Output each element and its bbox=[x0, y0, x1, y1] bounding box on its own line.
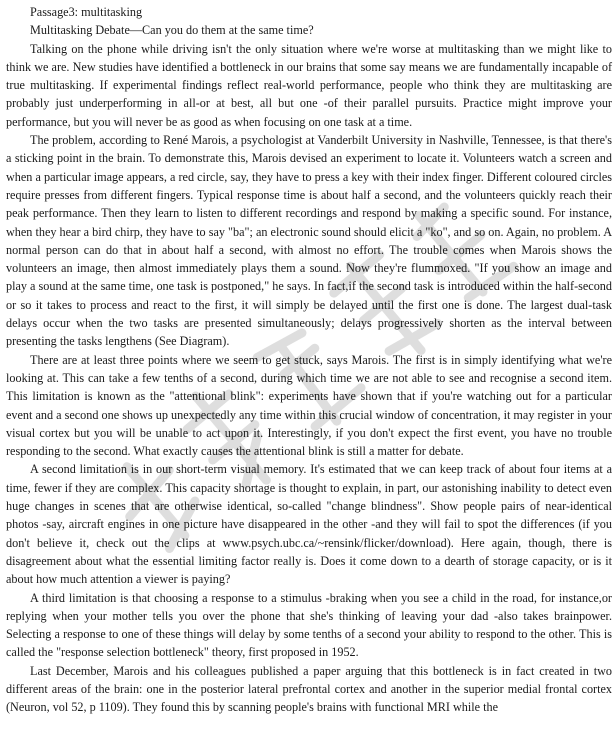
paragraph: Talking on the phone while driving isn't the only situation where we're worse at multitasking than we might like to think we are. New studies have identified a bottleneck in our brains that some say means we are fundamentally incapable of true multitasking. If experimental findings reflect real-world performance, people who think they are multitasking are probably just underperforming in all-or at best, all but one -of their parallel pursuits. Practice might improve your performance, but you will never be as good as when focusing on one task at a time. bbox=[6, 41, 612, 129]
article-title: Multitasking Debate—Can you do them at the same time? bbox=[30, 23, 314, 38]
paragraph: The problem, according to René Marois, a psychologist at Vanderbilt University in Nashville, Tennessee, is that there's a sticking point in the brain. To demonstrate this, Marois devised an experiment to locate it. Volunteers watch a screen and when a particular image appears, a red circle, say, they have to press a key with their index finger. Different coloured circles require presses from different fingers. Typical response time is about half a second, and the volunteers quickly reach their peak performance. Then they learn to listen to different recordings and respond by making a specific sound. For instance, when they hear a bird chirp, they have to say "ba"; an electronic sound should elicit a "ko", and so on. Again, no problem. A normal person can do that in about half a second, with almost no effort. The trouble comes when Marois shows the volunteers an image, then almost immediately plays them a sound. Now they're flummoxed. "If you show an image and play a sound at the same time, one task is postponed," he says. In fact,if the second task is introduced within the half-second or so it takes to process and react to the first, it will simply be delayed until the first one is done. The largest dual-task delays occur when the two tasks are presented simultaneously; delays progressively shorten as the interval between presenting the tasks lengthens (See Diagram). bbox=[6, 133, 612, 349]
paragraph: Last December, Marois and his colleagues published a paper arguing that this bottleneck is in fact created in two different areas of the brain: one in the posterior lateral prefrontal cortex and another in the superior medial frontal cortex (Neuron, vol 52, p 1109). They found this by scanning people's brains with functional MRI while the bbox=[6, 663, 612, 715]
paragraph: There are at least three points where we seem to get stuck, says Marois. The first is in simply identifying what we're looking at. This can take a few tenths of a second, during which time we are not able to see and recognise a second item. This limitation is known as the "attentional blink": experiments have shown that if you're watching out for a particular event and a second one shows up unexpectedly any time within this crucial window of concentration, it may register in your visual cortex but you will be unable to act upon it. Interestingly, if you don't expect the first event, you have no trouble responding to the second. What exactly causes the attentional blink is still a matter for debate. bbox=[6, 352, 612, 459]
paragraph: A second limitation is in our short-term visual memory. It's estimated that we can keep track of about four items at a time, fewer if they are complex. This capacity shortage is thought to explain, in part, our astonishing inability to detect even huge changes in scenes that are otherwise identical, so-called "change blindness". Show people pairs of near-identical photos -say, aircraft engines in one picture have disappeared in the other -and they will fail to spot the differences (if you don't believe it, check out the clips at www.psych.ubc.ca/~rensink/flicker/download). Here again, though, there is disagreement about what the essential limiting factor really is. Does it come down to a dearth of storage capacity, or is it about how much attention a viewer is paying? bbox=[6, 462, 612, 587]
passage-label: Passage3: multitasking bbox=[30, 5, 143, 19]
paragraph: A third limitation is that choosing a response to a stimulus -braking when you see a child in the road, for instance,or replying when your mother tells you over the phone that she's thinking of leaving your dad -also takes brainpower. Selecting a response to one of these things will delay by some tenths of a second your ability to respond to the other. This is called the "response selection bottleneck" theory, first proposed in 1952. bbox=[6, 590, 612, 660]
